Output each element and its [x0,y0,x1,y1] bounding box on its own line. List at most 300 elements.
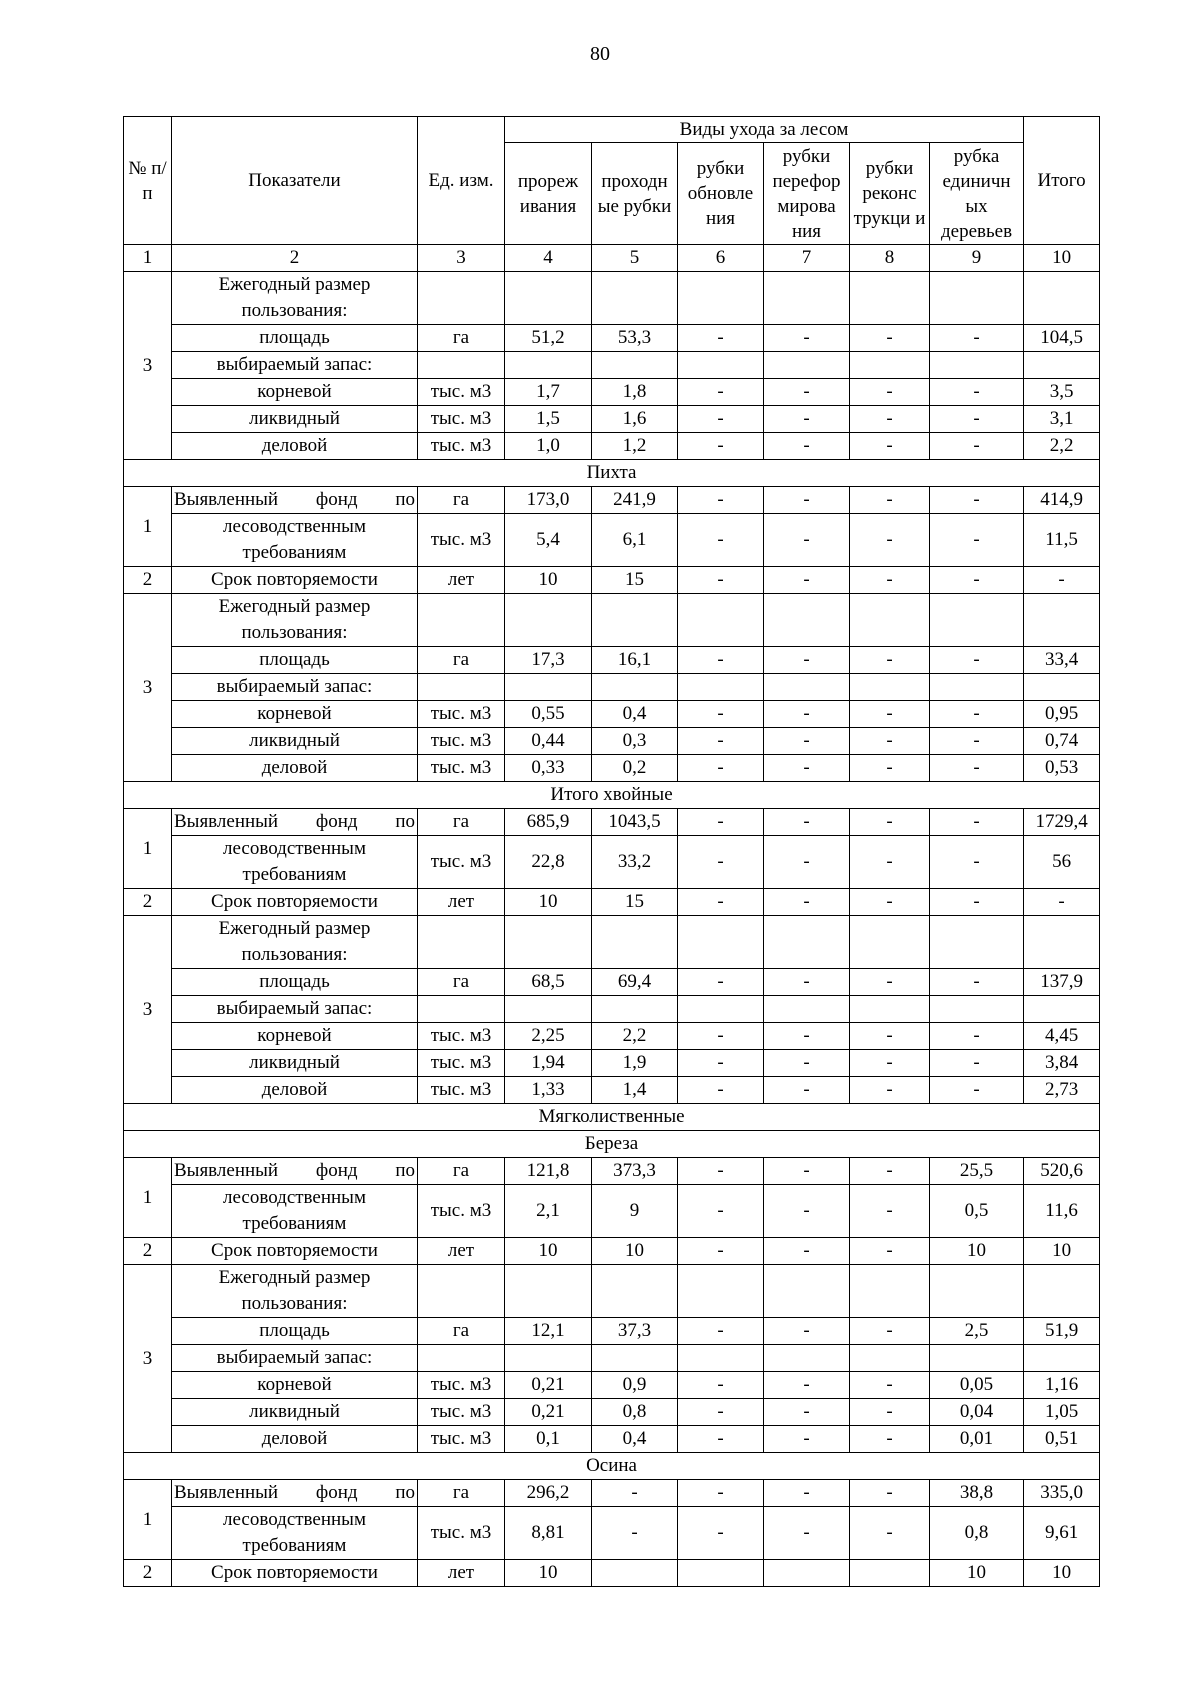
value-cell: 10 [930,1560,1024,1587]
table-row [124,1426,1100,1453]
value-cell: - [678,647,764,674]
empty-cell [678,272,764,325]
value-cell: - [764,836,850,889]
table-row [124,272,1100,325]
empty-cell [678,594,764,647]
empty-cell [930,272,1024,325]
value-cell: 685,9 [505,809,592,836]
indicator-label: ликвидный [172,1399,418,1426]
value-cell [764,1560,850,1587]
table-row [124,352,1100,379]
value-cell: 335,0 [1024,1480,1100,1507]
value-cell: 296,2 [505,1480,592,1507]
table-row [124,1345,1100,1372]
empty-cell [1024,1345,1100,1372]
indicator-label: площадь [172,969,418,996]
value-cell: - [930,325,1024,352]
value-cell: 0,04 [930,1399,1024,1426]
value-cell: 3,84 [1024,1050,1100,1077]
row-number: 3 [124,1265,172,1453]
table-row [124,1023,1100,1050]
indicator-label: деловой [172,755,418,782]
empty-cell [678,1265,764,1318]
value-cell: 0,2 [592,755,678,782]
empty-cell [930,352,1024,379]
value-cell: 51,2 [505,325,592,352]
value-cell: - [678,1507,764,1560]
indicator-label: площадь [172,647,418,674]
value-cell: 0,21 [505,1399,592,1426]
table-row [124,1050,1100,1077]
value-cell: - [764,433,850,460]
value-cell: - [930,809,1024,836]
value-cell: 0,53 [1024,755,1100,782]
column-number: 9 [930,245,1024,272]
value-cell: - [678,514,764,567]
indicator-label: Ежегодный размер пользования: [172,916,418,969]
empty-cell [678,1345,764,1372]
value-cell: - [930,379,1024,406]
column-number: 1 [124,245,172,272]
header-reformation-cuts: рубки перефор мирова ния [764,143,850,245]
value-cell: - [678,728,764,755]
value-cell: - [764,889,850,916]
value-cell: - [764,1238,850,1265]
value-cell: 1,4 [592,1077,678,1104]
value-cell: - [764,406,850,433]
unit-cell: тыс. м3 [418,1507,505,1560]
table-row [124,996,1100,1023]
indicator-label: Выявленный фонд по [172,1480,418,1507]
empty-cell [418,674,505,701]
value-cell: - [678,325,764,352]
value-cell: 22,8 [505,836,592,889]
section-title: Итого хвойные [124,782,1100,809]
table-row [124,889,1100,916]
value-cell: - [850,1185,930,1238]
value-cell: - [930,647,1024,674]
value-cell: 5,4 [505,514,592,567]
value-cell: - [850,1050,930,1077]
value-cell: 15 [592,889,678,916]
value-cell: 69,4 [592,969,678,996]
value-cell: 38,8 [930,1480,1024,1507]
unit-cell: га [418,647,505,674]
empty-cell [505,1265,592,1318]
empty-cell [418,272,505,325]
value-cell: - [930,1050,1024,1077]
value-cell: 56 [1024,836,1100,889]
value-cell: - [930,514,1024,567]
value-cell: - [764,1480,850,1507]
column-number: 2 [172,245,418,272]
value-cell: - [678,1426,764,1453]
value-cell: - [678,1158,764,1185]
header-passing-cuts: проходн ые рубки [592,143,678,245]
table-row [124,567,1100,594]
table-row [124,487,1100,514]
table-row [124,755,1100,782]
unit-cell: тыс. м3 [418,1023,505,1050]
value-cell: 1729,4 [1024,809,1100,836]
value-cell: - [678,836,764,889]
value-cell: - [678,1238,764,1265]
value-cell: 241,9 [592,487,678,514]
value-cell: - [850,1480,930,1507]
unit-cell: тыс. м3 [418,1426,505,1453]
value-cell: 3,1 [1024,406,1100,433]
indicator-label: Срок повторяемости [172,889,418,916]
indicator-label: ликвидный [172,728,418,755]
section-title: Мягколиственные [124,1104,1100,1131]
column-number: 7 [764,245,850,272]
value-cell: - [930,433,1024,460]
row-number: 3 [124,594,172,782]
value-cell: 2,2 [1024,433,1100,460]
table-row [124,701,1100,728]
value-cell: - [764,701,850,728]
value-cell: 1,8 [592,379,678,406]
indicator-label: площадь [172,325,418,352]
value-cell: - [850,1023,930,1050]
value-cell: 0,33 [505,755,592,782]
empty-cell [592,594,678,647]
section-row [124,782,1100,809]
unit-cell: лет [418,1560,505,1587]
value-cell: 0,1 [505,1426,592,1453]
empty-cell [930,594,1024,647]
empty-cell [418,1265,505,1318]
empty-cell [764,996,850,1023]
value-cell: - [850,487,930,514]
table-row [124,433,1100,460]
value-cell: - [678,1077,764,1104]
empty-cell [764,916,850,969]
table-row [124,647,1100,674]
value-cell: - [850,1318,930,1345]
empty-cell [678,996,764,1023]
value-cell: - [850,969,930,996]
unit-cell: лет [418,567,505,594]
value-cell: 1,6 [592,406,678,433]
value-cell: 0,95 [1024,701,1100,728]
empty-cell [678,674,764,701]
value-cell: 1,7 [505,379,592,406]
value-cell: 0,55 [505,701,592,728]
row-number: 2 [124,1238,172,1265]
indicator-label: Срок повторяемости [172,1238,418,1265]
empty-cell [850,1345,930,1372]
value-cell: 0,8 [930,1507,1024,1560]
value-cell [678,1560,764,1587]
empty-cell [1024,674,1100,701]
value-cell: - [764,969,850,996]
value-cell: 16,1 [592,647,678,674]
value-cell: 33,2 [592,836,678,889]
empty-cell [505,594,592,647]
row-number: 1 [124,487,172,567]
value-cell: - [930,969,1024,996]
table-row [124,1077,1100,1104]
indicator-label: Выявленный фонд по [172,809,418,836]
value-cell: 0,4 [592,1426,678,1453]
empty-cell [592,1345,678,1372]
forest-care-table [123,116,1100,1587]
table-row [124,1507,1100,1560]
empty-cell [592,916,678,969]
table-row [124,836,1100,889]
value-cell: - [850,755,930,782]
page-number: 80 [590,43,610,65]
indicator-label: выбираемый запас: [172,996,418,1023]
empty-cell [418,594,505,647]
header-total: Итого [1024,117,1100,245]
section-row [124,460,1100,487]
indicator-label: лесоводственным требованиям [172,1185,418,1238]
table-row [124,1560,1100,1587]
value-cell: - [850,1238,930,1265]
value-cell: 10 [505,889,592,916]
value-cell: - [678,809,764,836]
empty-cell [592,272,678,325]
value-cell: - [850,809,930,836]
value-cell: - [764,1426,850,1453]
value-cell: 11,6 [1024,1185,1100,1238]
table-row [124,1185,1100,1238]
indicator-label: лесоводственным требованиям [172,514,418,567]
column-numbers-row [124,245,1100,272]
value-cell: 37,3 [592,1318,678,1345]
value-cell: - [930,406,1024,433]
header-num: № п/п [124,117,172,245]
value-cell: - [850,514,930,567]
value-cell: - [764,325,850,352]
value-cell: - [1024,567,1100,594]
indicator-label: Ежегодный размер пользования: [172,594,418,647]
value-cell: - [764,1507,850,1560]
value-cell: - [678,433,764,460]
indicator-label: выбираемый запас: [172,674,418,701]
table-row [124,325,1100,352]
empty-cell [505,674,592,701]
value-cell: 10 [1024,1560,1100,1587]
column-number: 3 [418,245,505,272]
table-row [124,379,1100,406]
table-row [124,1238,1100,1265]
value-cell: - [764,379,850,406]
column-number: 4 [505,245,592,272]
value-cell: - [678,1318,764,1345]
header-row-1 [124,117,1100,143]
indicator-label: Срок повторяемости [172,567,418,594]
value-cell: 0,44 [505,728,592,755]
indicator-label: Срок повторяемости [172,1560,418,1587]
empty-cell [930,916,1024,969]
value-cell: - [764,1050,850,1077]
section-title: Осина [124,1453,1100,1480]
indicator-label: выбираемый запас: [172,352,418,379]
value-cell: 10 [505,1238,592,1265]
indicator-label: корневой [172,379,418,406]
value-cell: - [678,1185,764,1238]
row-number: 2 [124,567,172,594]
empty-cell [678,352,764,379]
indicator-label: деловой [172,1077,418,1104]
value-cell: - [764,1023,850,1050]
value-cell: 11,5 [1024,514,1100,567]
empty-cell [418,996,505,1023]
value-cell: 373,3 [592,1158,678,1185]
value-cell: 10 [592,1238,678,1265]
value-cell: - [850,325,930,352]
header-single-tree-cuts: рубка единичн ых деревьев [930,143,1024,245]
table-row [124,514,1100,567]
header-care-types: Виды ухода за лесом [505,117,1024,143]
empty-cell [1024,594,1100,647]
empty-cell [505,996,592,1023]
unit-cell: га [418,325,505,352]
value-cell: 2,2 [592,1023,678,1050]
indicator-label: ликвидный [172,1050,418,1077]
value-cell: - [1024,889,1100,916]
value-cell: 9 [592,1185,678,1238]
value-cell [850,1560,930,1587]
value-cell: 51,9 [1024,1318,1100,1345]
value-cell: 104,5 [1024,325,1100,352]
empty-cell [850,996,930,1023]
value-cell: 4,45 [1024,1023,1100,1050]
value-cell: - [764,1185,850,1238]
value-cell: - [930,889,1024,916]
empty-cell [764,272,850,325]
value-cell: 25,5 [930,1158,1024,1185]
value-cell: 17,3 [505,647,592,674]
value-cell: - [678,701,764,728]
value-cell: 121,8 [505,1158,592,1185]
value-cell: - [850,728,930,755]
row-number: 1 [124,1480,172,1560]
value-cell: - [764,1399,850,1426]
table-row [124,809,1100,836]
empty-cell [850,1265,930,1318]
unit-cell: тыс. м3 [418,406,505,433]
header-renewal-cuts: рубки обновле ния [678,143,764,245]
value-cell: - [850,1507,930,1560]
value-cell: 2,1 [505,1185,592,1238]
unit-cell: тыс. м3 [418,1372,505,1399]
value-cell: 68,5 [505,969,592,996]
value-cell: - [850,647,930,674]
value-cell: - [764,487,850,514]
value-cell: 8,81 [505,1507,592,1560]
row-number: 1 [124,809,172,889]
value-cell: - [850,379,930,406]
value-cell: - [850,1372,930,1399]
row-number: 2 [124,1560,172,1587]
unit-cell: тыс. м3 [418,728,505,755]
value-cell: - [930,567,1024,594]
value-cell: - [930,487,1024,514]
value-cell: - [678,1023,764,1050]
value-cell [592,1560,678,1587]
table-row [124,406,1100,433]
indicator-label: деловой [172,1426,418,1453]
section-title: Береза [124,1131,1100,1158]
unit-cell: лет [418,889,505,916]
section-row [124,1104,1100,1131]
table-row [124,594,1100,647]
value-cell: 173,0 [505,487,592,514]
value-cell: - [850,1399,930,1426]
table-row [124,1480,1100,1507]
value-cell: 33,4 [1024,647,1100,674]
value-cell: - [850,433,930,460]
empty-cell [592,996,678,1023]
unit-cell: га [418,1318,505,1345]
empty-cell [764,674,850,701]
indicator-label: лесоводственным требованиям [172,836,418,889]
unit-cell: тыс. м3 [418,701,505,728]
column-number: 5 [592,245,678,272]
value-cell: - [678,755,764,782]
indicator-label: корневой [172,1372,418,1399]
indicator-label: лесоводственным требованиям [172,1507,418,1560]
value-cell: - [930,1023,1024,1050]
row-number: 1 [124,1158,172,1238]
value-cell: - [764,1158,850,1185]
unit-cell: тыс. м3 [418,1077,505,1104]
unit-cell: тыс. м3 [418,1185,505,1238]
value-cell: 10 [505,567,592,594]
value-cell: 0,01 [930,1426,1024,1453]
section-row [124,1131,1100,1158]
empty-cell [592,352,678,379]
value-cell: 53,3 [592,325,678,352]
empty-cell [930,996,1024,1023]
empty-cell [850,594,930,647]
indicator-label: деловой [172,433,418,460]
empty-cell [418,352,505,379]
unit-cell: га [418,1158,505,1185]
value-cell: - [930,755,1024,782]
table-row [124,1158,1100,1185]
value-cell: - [930,836,1024,889]
empty-cell [850,916,930,969]
unit-cell: тыс. м3 [418,1399,505,1426]
section-row [124,1453,1100,1480]
empty-cell [1024,996,1100,1023]
value-cell: - [850,1426,930,1453]
header-indicators: Показатели [172,117,418,245]
value-cell: - [764,567,850,594]
row-number: 3 [124,272,172,460]
value-cell: 1,9 [592,1050,678,1077]
value-cell: - [678,969,764,996]
column-number: 6 [678,245,764,272]
section-title: Пихта [124,460,1100,487]
value-cell: 3,5 [1024,379,1100,406]
value-cell: - [764,647,850,674]
value-cell: - [764,514,850,567]
value-cell: 12,1 [505,1318,592,1345]
value-cell: - [678,889,764,916]
value-cell: 414,9 [1024,487,1100,514]
value-cell: - [930,728,1024,755]
empty-cell [418,1345,505,1372]
value-cell: 1,2 [592,433,678,460]
indicator-label: выбираемый запас: [172,1345,418,1372]
value-cell: - [764,728,850,755]
